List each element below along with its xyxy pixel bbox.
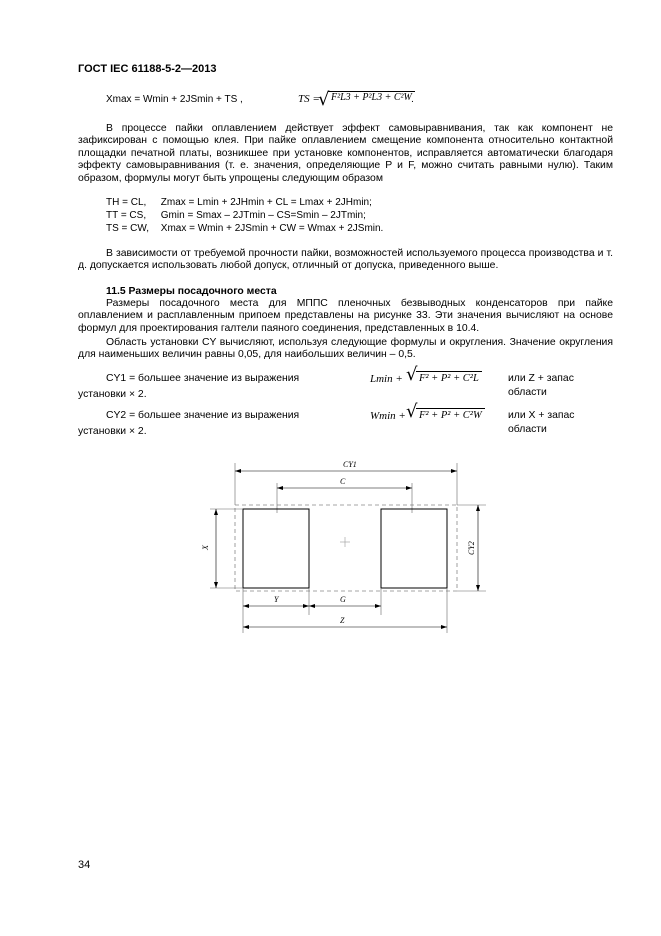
y-arrow-right (303, 604, 309, 608)
formula-row-1-a: TH = CL, (106, 197, 147, 208)
section-title: 11.5 Размеры посадочного места (106, 286, 277, 297)
cy1-arrow-right (451, 469, 457, 473)
section-paragraph-1: Размеры посадочного места для МППС пленочных безвыводных конденсаторов при пайке оплавлением и расплавленным припоем представлены на рисунке 33. Эти значения вычисляют на основе формул для проектирования галтели паяного соединения, представленных в 10.4. (78, 298, 613, 334)
sqrt-sign-icon: √ (406, 401, 418, 422)
formula-row-1-b: Zmax = Lmin + 2JHmin + CL = Lmax + 2JHmin; (160, 197, 372, 208)
label-cy1: CY1 (343, 460, 357, 469)
c-arrow-left (277, 486, 283, 490)
label-cy2: CY2 (467, 541, 476, 555)
cy1-arrow-left (235, 469, 241, 473)
cy2-lhs: CY2 = большее значение из выражения (106, 410, 300, 421)
cy2-arrow-top (476, 505, 480, 511)
cy2-tail: или X + запас области (508, 410, 575, 435)
formula-row-1 (106, 197, 372, 210)
formula-row-3-b: Xmax = Wmin + 2JSmin + CW = Wmax + 2JSmin. (160, 223, 384, 234)
land-pattern-figure (180, 455, 490, 640)
page-number: 34 (78, 859, 91, 871)
cy1-tail2: установки × 2. (78, 389, 147, 400)
cy2-expr-root: F² + P² + C²W (416, 408, 485, 423)
c-arrow-right (406, 486, 412, 490)
cy2-expr-a: Wmin + (370, 410, 406, 422)
label-z: Z (340, 616, 345, 625)
formula-row-2 (106, 210, 366, 223)
cy1-expr-a: Lmin + (370, 373, 403, 385)
section-paragraph-2: Область установки CY вычисляют, используя следующие формулы и округления. Значение округления для наименьших величин равны 0,05, для наибольших величин – 0,5. (78, 337, 613, 361)
label-c: C (340, 477, 346, 486)
z-arrow-right (441, 625, 447, 629)
formula-top (106, 90, 426, 112)
cy2-arrow-bottom (476, 585, 480, 591)
label-g: G (340, 595, 346, 604)
sqrt-sign-icon: √ (318, 89, 330, 110)
pad-left (243, 509, 309, 588)
y-arrow-left (243, 604, 249, 608)
x-arrow-bottom (214, 582, 218, 588)
label-x: X (201, 545, 210, 550)
formula-top-dot: . (411, 94, 414, 105)
formula-row-2-b: Gmin = Smax – 2JTmin – CS=Smin – 2JTmin; (160, 210, 366, 221)
paragraph-self-alignment: В процессе пайки оплавлением действует эффект самовыравнивания, так как компонент не зафиксирован с помощью клея. При пайке оплавлением смещение компонента относительно контактной площадки печатной платы, возникшее при установке компонентов, исправляется автоматически благодаря эффекту самовыравнивания (т. е. значения, определяющие P и F, можно считать равными нулю). Таким образом, формулы могут быть упрощены следующим образом (78, 123, 613, 184)
x-arrow-top (214, 509, 218, 515)
formula-row-3-a: TS = CW, (106, 223, 150, 234)
cy1-lhs: CY1 = большее значение из выражения (106, 373, 300, 384)
formula-row-3 (106, 223, 383, 236)
cy1-tail: или Z + запас области (508, 373, 574, 398)
formula-top-right-lhs: TS = (298, 93, 320, 105)
courtyard-outline (235, 505, 457, 591)
z-arrow-left (243, 625, 249, 629)
cy1-expr-root: F² + P² + C²L (416, 371, 482, 386)
pad-right (381, 509, 447, 588)
formula-top-left: Xmax = Wmin + 2JSmin + TS , (106, 94, 243, 105)
g-arrow-left (309, 604, 315, 608)
cy2-tail2: установки × 2. (78, 426, 147, 437)
label-y: Y (274, 595, 279, 604)
g-arrow-right (375, 604, 381, 608)
sqrt-sign-icon: √ (406, 364, 418, 385)
formula-top-right-rhs: F²L3 + P²L3 + C²W (328, 91, 415, 103)
paragraph-tolerance: В зависимости от требуемой прочности пайки, возможностей используемого процесса производства и т. д. допускается использовать любой допуск, отличный от допуска, приведенного выше. (78, 248, 613, 272)
formula-row-2-a: TT = CS, (106, 210, 147, 221)
document-header: ГОСТ IEC 61188-5-2—2013 (78, 63, 217, 75)
